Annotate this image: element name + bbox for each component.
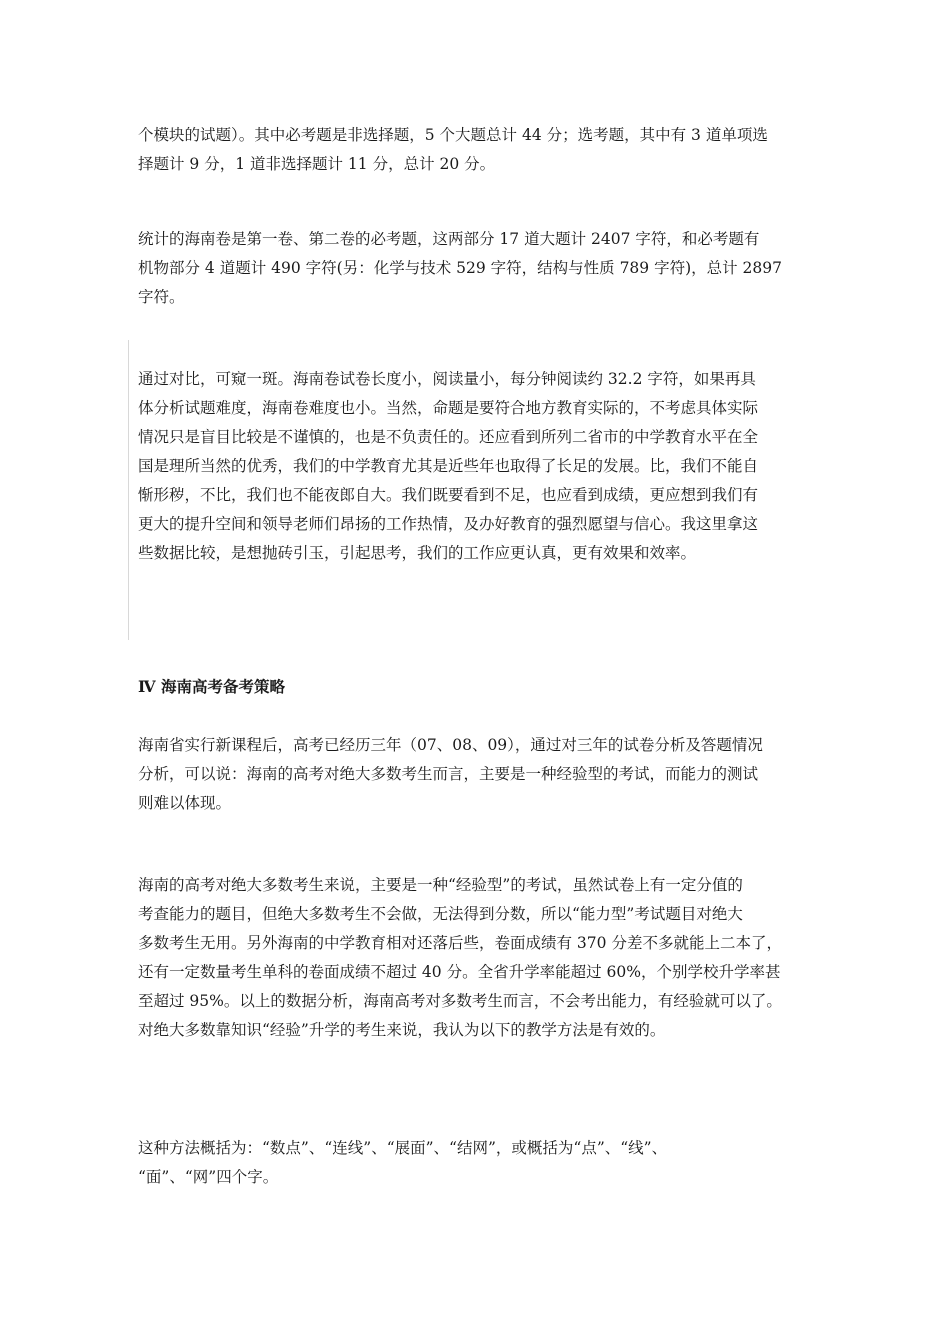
text-line: 些数据比较，是想抛砖引玉，引起思考，我们的工作应更认真，更有效果和效率。: [138, 544, 697, 562]
text-line: 这种方法概括为：“数点”、“连线”、“展面”、“结网”，或概括为“点”、“线”、: [138, 1139, 668, 1157]
section-heading: Ⅳ 海南高考备考策略: [138, 677, 285, 696]
text-line: 海南的高考对绝大多数考生来说，主要是一种“经验型”的考试，虽然试卷上有一定分值的: [138, 876, 743, 894]
paragraph-experience-exam: [138, 871, 818, 1045]
text-line: 通过对比，可窥一斑。海南卷试卷长度小，阅读量小，每分钟阅读约 32.2 字符，如果再具: [138, 370, 756, 388]
paragraph-comparison: [138, 365, 818, 568]
text-line: 对绝大多数靠知识“经验”升学的考生来说，我认为以下的教学方法是有效的。: [138, 1021, 666, 1039]
text-line: 字符。: [138, 288, 185, 306]
text-line: “面”、“网”四个字。: [138, 1168, 279, 1186]
text-line: 海南省实行新课程后，高考已经历三年（07、08、09），通过对三年的试卷分析及答题情况: [138, 736, 763, 754]
text-line: 更大的提升空间和领导老师们昂扬的工作热情，及办好教育的强烈愿望与信心。我这里拿这: [138, 515, 759, 533]
paragraph-exam-structure: [138, 121, 818, 179]
text-line: 考查能力的题目，但绝大多数考生不会做，无法得到分数，所以“能力型”考试题目对绝大: [138, 905, 743, 923]
text-line: 至超过 95%。以上的数据分析，海南高考对多数考生而言，不会考出能力，有经验就可以了。: [138, 992, 782, 1010]
text-line: 情况只是盲目比较是不谨慎的，也是不负责任的。还应看到所列二省市的中学教育水平在全: [138, 428, 759, 446]
text-line: 分析，可以说：海南的高考对绝大多数考生而言，主要是一种经验型的考试，而能力的测试: [138, 765, 759, 783]
text-line: 惭形秽，不比，我们也不能夜郎自大。我们既要看到不足，也应看到成绩，更应想到我们有: [138, 486, 759, 504]
text-line: 国是理所当然的优秀，我们的中学教育尤其是近些年也取得了长足的发展。比，我们不能自: [138, 457, 759, 475]
left-margin-rule: [128, 340, 129, 640]
text-line: 则难以体现。: [138, 794, 232, 812]
text-line: 多数考生无用。另外海南的中学教育相对还落后些，卷面成绩有 370 分差不多就能上二本了，: [138, 934, 782, 952]
text-line: 体分析试题难度，海南卷难度也小。当然，命题是要符合地方教育实际的，不考虑具体实际: [138, 399, 759, 417]
text-line: 个模块的试题）。其中必考题是非选择题，5 个大题总计 44 分；选考题，其中有 3 道单项选: [138, 126, 768, 144]
paragraph-character-count: [138, 225, 818, 312]
text-line: 机物部分 4 道题计 490 字符(另：化学与技术 529 字符，结构与性质 789 字符)，总计 2897: [138, 259, 783, 277]
paragraph-new-curriculum: [138, 731, 818, 818]
text-line: 统计的海南卷是第一卷、第二卷的必考题，这两部分 17 道大题计 2407 字符，和必考题有: [138, 230, 760, 248]
paragraph-method-summary: [138, 1134, 818, 1192]
text-line: 还有一定数量考生单科的卷面成绩不超过 40 分。全省升学率能超过 60%，个别学校升学率甚: [138, 963, 781, 981]
text-line: 择题计 9 分，1 道非选择题计 11 分，总计 20 分。: [138, 155, 496, 173]
